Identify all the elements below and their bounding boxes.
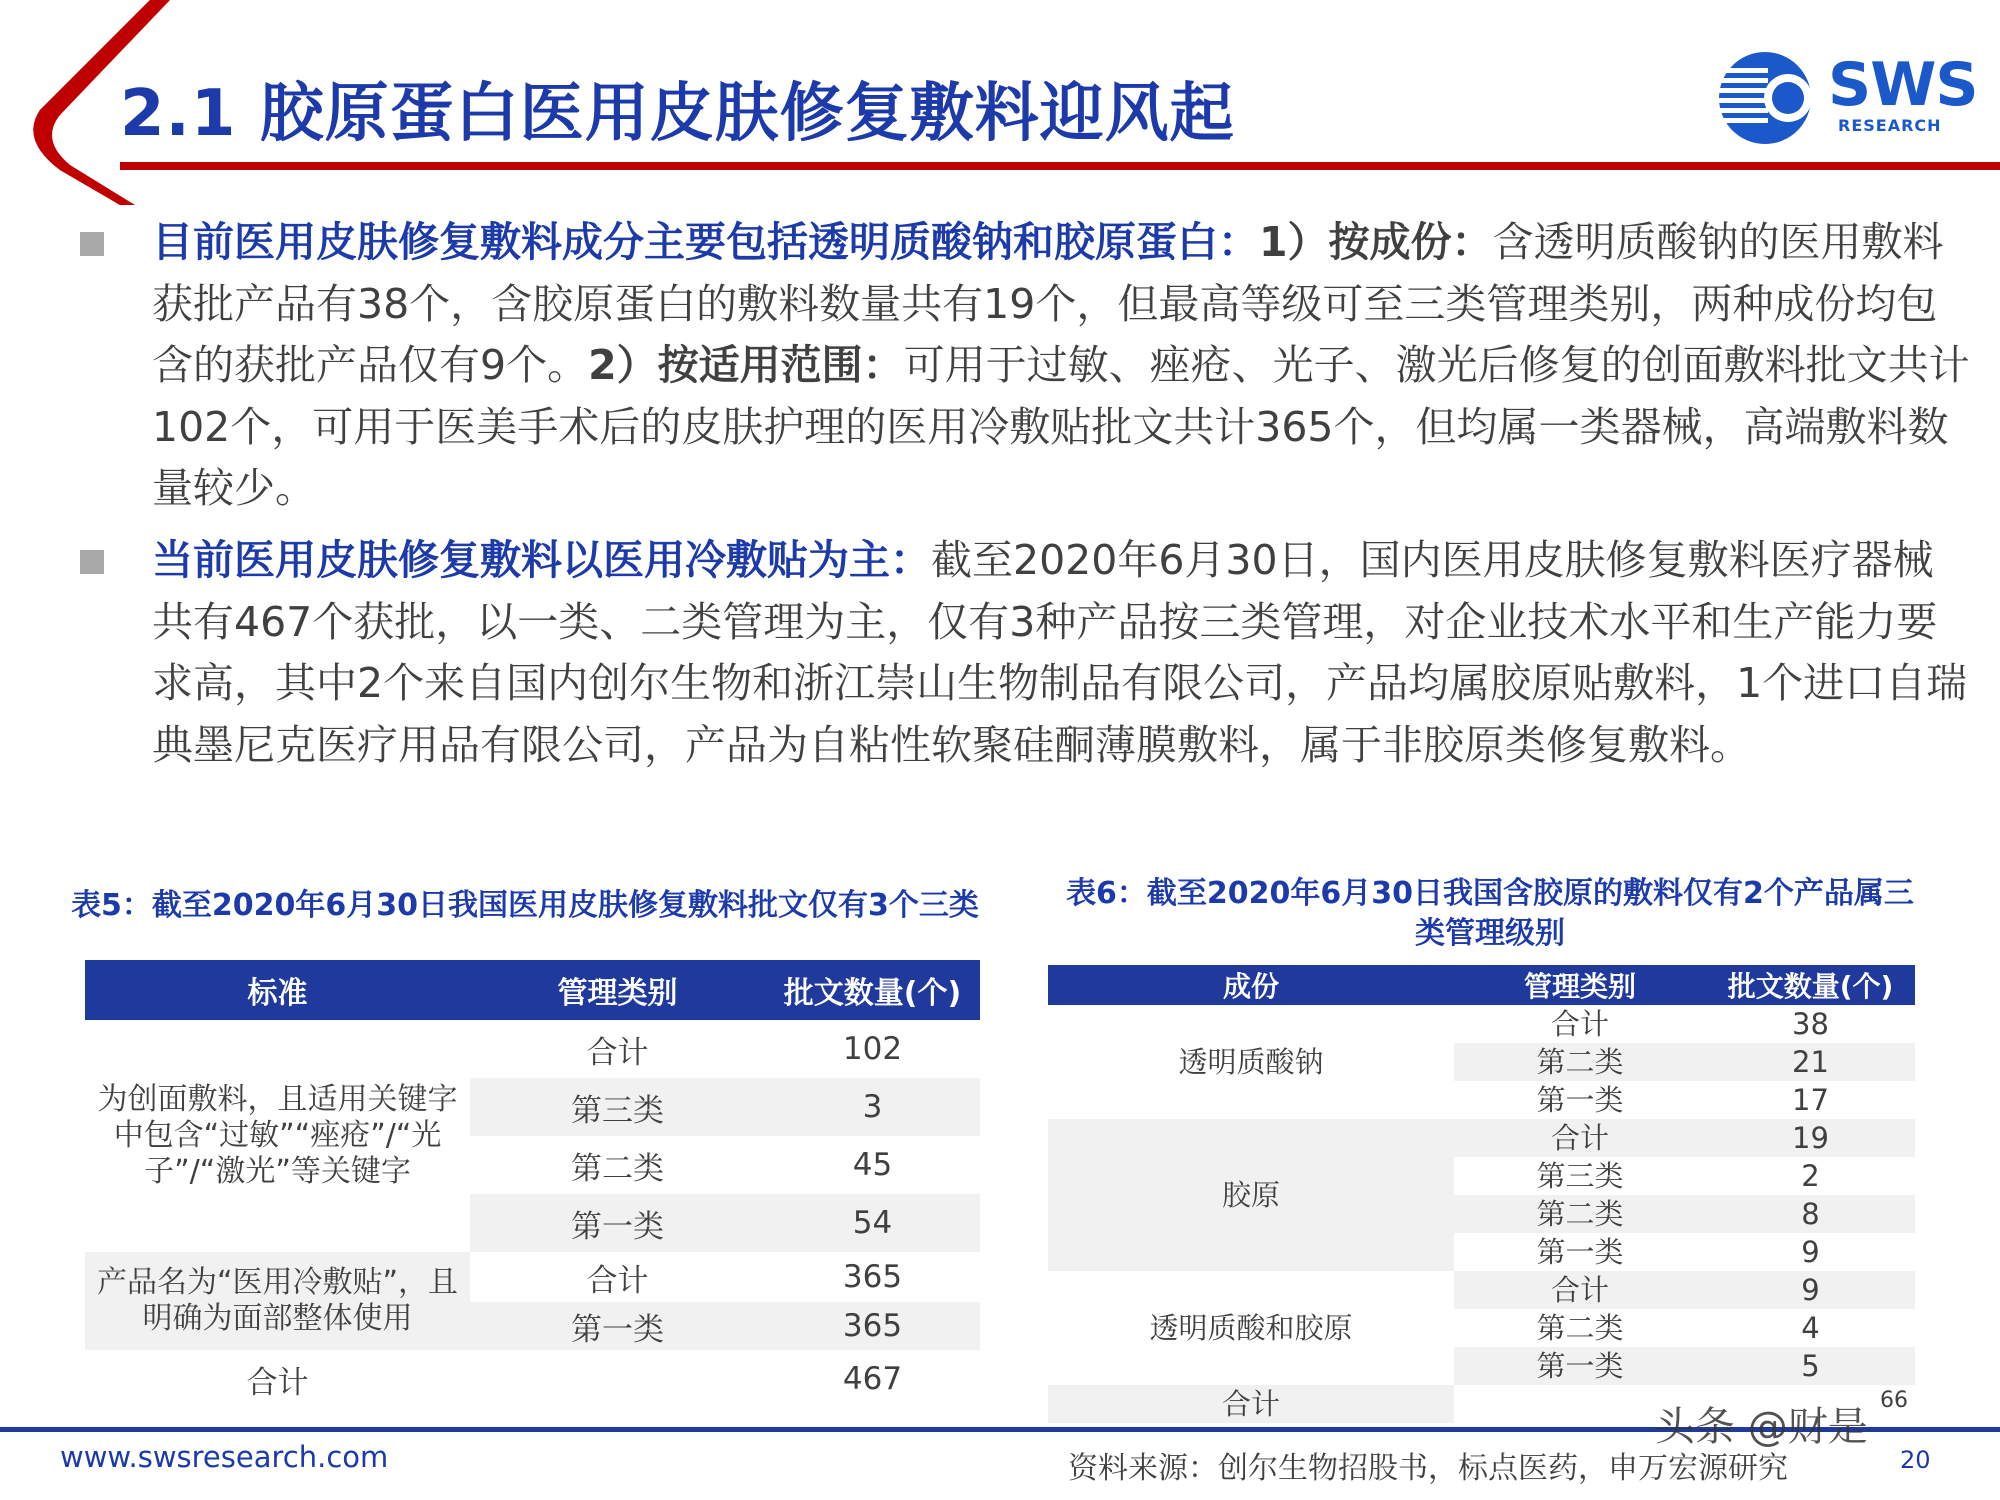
table-row [85,1252,980,1302]
table6-header-row [1048,965,1915,1005]
table6 [1048,965,1915,1423]
table6-group3-label: 透明质酸和胶原 [1048,1271,1454,1385]
bullet-2-lead: 当前医用皮肤修复敷料以医用冷敷贴为主： [152,536,931,584]
bullet-square-icon [80,550,104,574]
table-cell: 4 [1706,1309,1915,1347]
bullet-2-text1: 截至2020年6月30日，国内医用皮肤修复敷料医疗器械共有467个获批，以一类、二类管理为主，仅有3种产品按三类管理，对企业技术水平和生产能力要求高，其中2个来自国内创尔生物和浙江崇山生物制品有限公司，产品均属胶原贴敷料，1个进口自瑞典墨尼克医疗用品有限公司，产品为自粘性软聚硅酮薄膜敷料，属于非胶原类修复敷料。 [152,536,1968,769]
bullet-1-text2: 可用于过敏、痤疮、光子、激光后修复的创面敷料批文共计102个，可用于医美手术后的皮肤护理的医用冷敷贴批文共计365个，但均属一类器械，高端敷料数量较少。 [152,341,1970,512]
table-cell: 365 [765,1252,980,1302]
logo-subtext: RESEARCH [1838,116,1942,135]
bullet-1-text [152,212,1972,520]
table-row [85,1350,980,1408]
bullet-square-icon [80,232,104,256]
table-row [1048,1271,1915,1309]
table5-header-row [85,960,980,1020]
table6-group2-label: 胶原 [1048,1119,1454,1271]
table-cell: 9 [1706,1271,1915,1309]
table-cell: 5 [1706,1347,1915,1385]
table-row [1048,1119,1915,1157]
page-title: 2.1 胶原蛋白医用皮肤修复敷料迎风起 [120,77,1235,151]
table-cell: 第一类 [470,1194,765,1252]
mini-number: 66 [1880,1388,1908,1413]
table-cell: 3 [765,1078,980,1136]
table-cell: 21 [1706,1043,1915,1081]
table5-total-value: 467 [765,1350,980,1408]
table-cell: 第一类 [1454,1081,1706,1119]
table6-caption: 表6：截至2020年6月30日我国含胶原的敷料仅有2个产品属三类管理级别 [1066,876,1914,951]
table-cell: 38 [1706,1005,1915,1043]
table-cell: 45 [765,1136,980,1194]
table-cell: 合计 [1454,1271,1706,1309]
bullet-1-text1: 含透明质酸钠的医用敷料获批产品有38个，含胶原蛋白的敷料数量共有19个，但最高等级可至三类管理类别，两种成份均包含的获批产品仅有9个。 [152,218,1944,389]
table-cell: 合计 [1454,1119,1706,1157]
table-cell: 第一类 [1454,1347,1706,1385]
table-row [1048,1005,1915,1043]
table-cell: 365 [765,1302,980,1350]
table6-header-component: 成份 [1048,965,1454,1005]
logo-text: SWS [1828,50,1978,120]
table5-header-category: 管理类别 [470,960,765,1020]
table6-group1-label: 透明质酸钠 [1048,1005,1454,1119]
sws-logo [1710,48,1978,148]
table-cell: 8 [1706,1195,1915,1233]
table-cell: 第一类 [1454,1233,1706,1271]
bullet-1-sub2: 2）按适用范围： [588,341,904,389]
table-cell: 54 [765,1194,980,1252]
table5-group1-label: 为创面敷料，且适用关键字中包含“过敏”“痤疮”/“光子”/“激光”等关键字 [85,1020,470,1252]
table-cell: 第二类 [1454,1195,1706,1233]
table6-total-label: 合计 [1048,1385,1454,1423]
table6-header-category: 管理类别 [1454,965,1706,1005]
page-number: 20 [1900,1446,1931,1474]
table-cell: 19 [1706,1119,1915,1157]
table-cell: 2 [1706,1157,1915,1195]
table-cell: 17 [1706,1081,1915,1119]
table-cell [470,1350,765,1408]
table-cell: 第一类 [470,1302,765,1350]
table-cell: 9 [1706,1233,1915,1271]
table5-caption: 表5：截至2020年6月30日我国医用皮肤修复敷料批文仅有3个三类 [71,888,979,923]
table-cell: 第二类 [1454,1043,1706,1081]
table6-header-count: 批文数量(个) [1706,965,1915,1005]
bullet-1-lead: 目前医用皮肤修复敷料成分主要包括透明质酸钠和胶原蛋白： [152,218,1259,266]
table-cell: 102 [765,1020,980,1078]
table5-total-label: 合计 [85,1350,470,1408]
table5 [85,960,980,1408]
table-cell: 第二类 [470,1136,765,1194]
table5-header-count: 批文数量(个) [765,960,980,1020]
footer-url-link[interactable]: www.swsresearch.com [60,1440,389,1474]
bullet-2-text [152,530,1972,776]
table-row [85,1020,980,1078]
footer-source: 资料来源：创尔生物招股书，标点医药，申万宏源研究 [1068,1451,1788,1486]
table-cell: 第三类 [470,1078,765,1136]
bullet-1-sub1: 1）按成份： [1259,218,1493,266]
table-cell: 合计 [1454,1005,1706,1043]
table5-group2-label: 产品名为“医用冷敷贴”，且明确为面部整体使用 [85,1252,470,1350]
table-cell: 合计 [470,1020,765,1078]
table-cell: 第二类 [1454,1309,1706,1347]
watermark: 头条 @财是 [1655,1404,1868,1450]
table5-header-standard: 标准 [85,960,470,1020]
table-cell: 合计 [470,1252,765,1302]
table-cell: 第三类 [1454,1157,1706,1195]
